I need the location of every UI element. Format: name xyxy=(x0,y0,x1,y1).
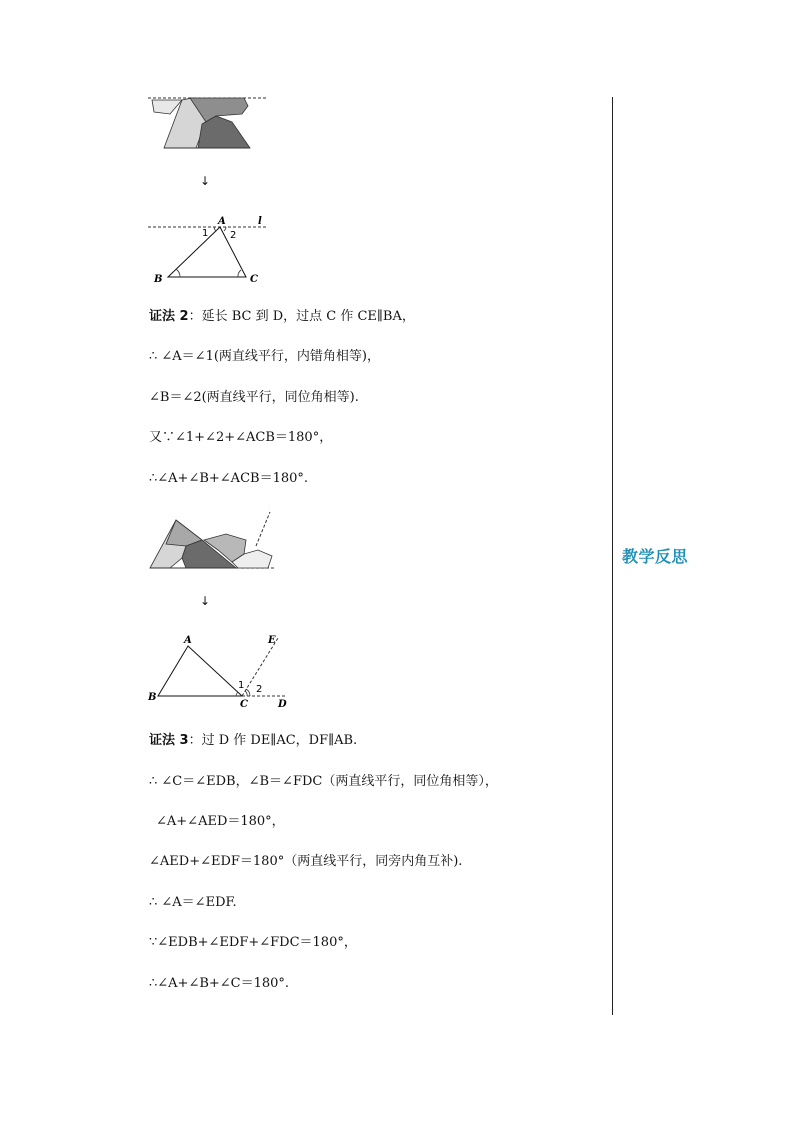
down-arrow-1: ↓ xyxy=(200,174,211,188)
vertex-A-label: A xyxy=(218,216,226,227)
vertex-A-label: A xyxy=(184,635,192,646)
proof2-label: 证法 2 xyxy=(149,309,189,324)
proof3-line-3: ∠A+∠AED＝180°， xyxy=(156,814,285,829)
triangle-with-line-l xyxy=(146,212,276,288)
proof2-line-4: 又∵∠1+∠2+∠ACB＝180°， xyxy=(149,430,333,445)
proof3-line-1: 证法 3：过 D 作 DE∥AC，DF∥AB. xyxy=(149,733,358,748)
proof2-line-3: ∠B＝∠2(两直线平行，同位角相等). xyxy=(149,390,359,405)
down-arrow-2: ↓ xyxy=(200,594,211,608)
angle-1-label: 1 xyxy=(202,228,209,239)
torn-triangle-figure-2 xyxy=(146,510,280,574)
proof2-line-5: ∴∠A+∠B+∠ACB＝180°. xyxy=(149,471,309,486)
point-D-label: D xyxy=(278,699,287,710)
proof2-line-2: ∴ ∠A＝∠1(两直线平行，内错角相等)， xyxy=(149,349,380,364)
vertex-C-label: C xyxy=(250,274,258,285)
proof2-line-1: 证法 2：延长 BC 到 D，过点 C 作 CE∥BA， xyxy=(149,309,415,324)
proof3-line-5: ∴ ∠A＝∠EDF. xyxy=(149,895,237,910)
column-divider xyxy=(612,97,613,1015)
vertex-B-label: B xyxy=(154,274,163,285)
vertex-B-label: B xyxy=(148,692,157,703)
line-l-label: l xyxy=(258,216,262,227)
vertex-C-label: C xyxy=(240,699,248,710)
angle-2-label: 2 xyxy=(230,230,237,241)
angle-1-label: 1 xyxy=(238,680,245,691)
teaching-reflection-heading: 教学反思 xyxy=(622,547,689,566)
proof3-line-7: ∴∠A+∠B+∠C＝180°. xyxy=(149,976,290,991)
proof3-label: 证法 3 xyxy=(149,733,189,748)
proof3-line-2: ∴ ∠C＝∠EDB，∠B＝∠FDC（两直线平行，同位角相等）， xyxy=(149,774,498,789)
triangle-with-extension xyxy=(146,630,296,712)
proof3-line-6: ∵∠EDB+∠EDF+∠FDC＝180°， xyxy=(149,935,357,950)
point-E-label: E xyxy=(268,635,276,646)
torn-triangle-figure-1 xyxy=(146,92,270,152)
proof3-line-4: ∠AED+∠EDF＝180°（两直线平行，同旁内角互补). xyxy=(149,854,463,869)
angle-2-label: 2 xyxy=(256,684,263,695)
